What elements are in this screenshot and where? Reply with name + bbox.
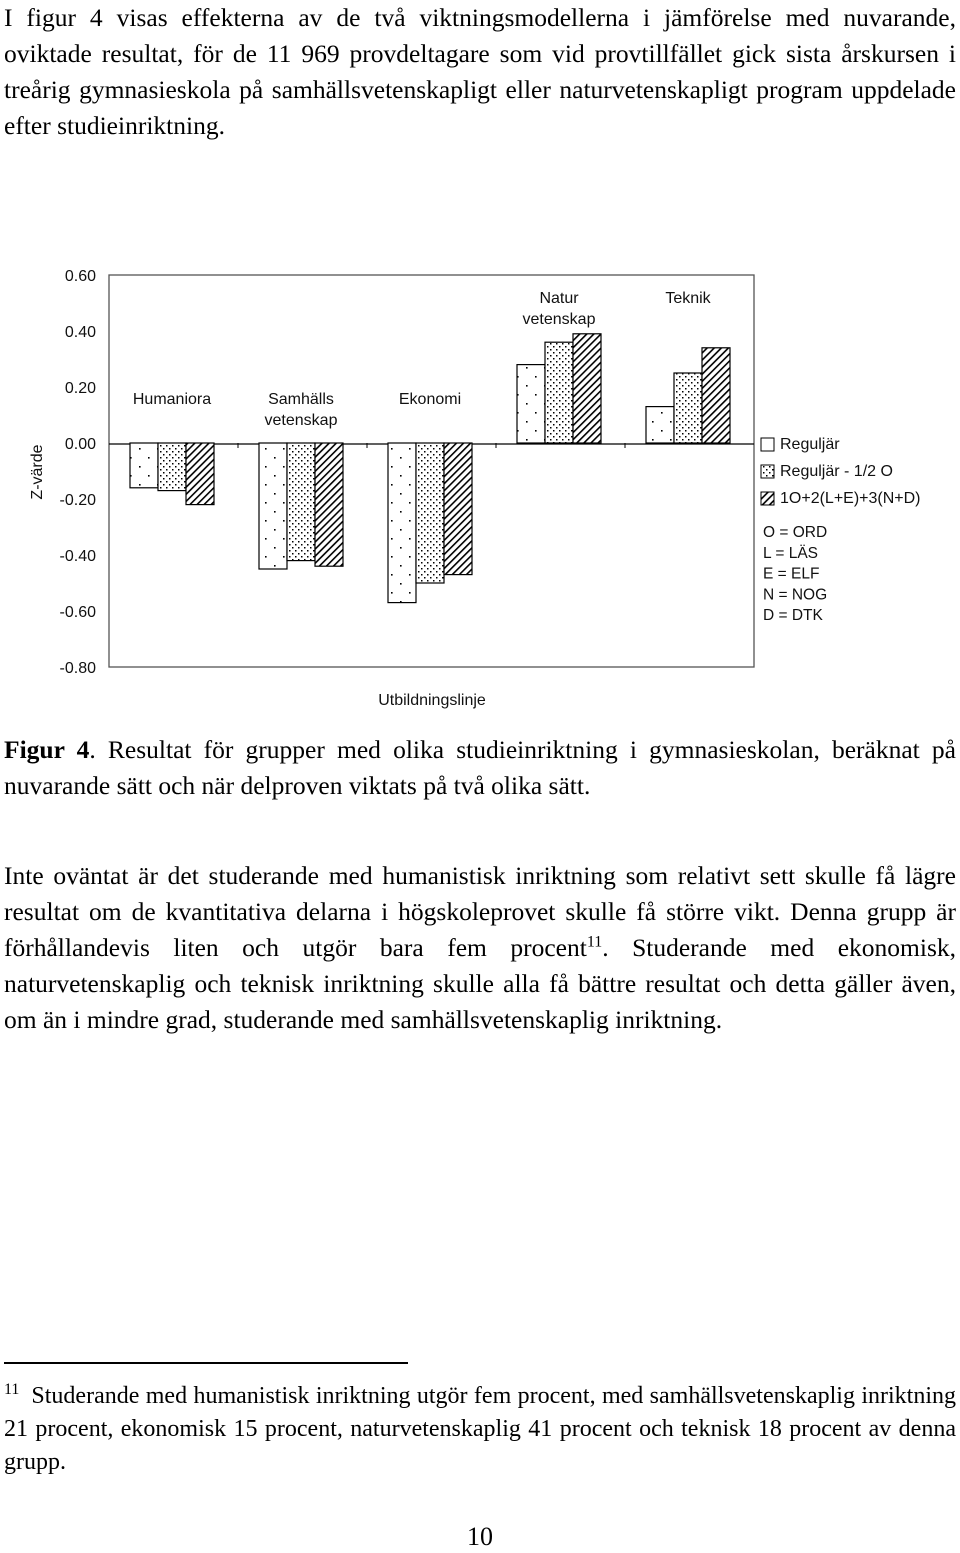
- bar-series-1-category-2: [416, 443, 444, 583]
- bar-series-0-category-0: [130, 443, 158, 488]
- legend-label-weighted: 1O+2(L+E)+3(N+D): [780, 490, 921, 507]
- y-tick-label: 0.20: [64, 380, 96, 397]
- abbreviation-item: L = LÄS: [763, 544, 819, 562]
- footnote-divider: [4, 1362, 408, 1364]
- body-paragraph: [4, 858, 956, 1038]
- category-labels: [133, 290, 712, 429]
- y-tick-label: 0.60: [64, 268, 96, 285]
- bar-chart: [0, 255, 960, 715]
- y-tick-label: 0.40: [64, 324, 96, 341]
- bar-series-1-category-4: [674, 373, 702, 443]
- legend-item-weighted: [761, 490, 921, 507]
- abbreviation-item: D = DTK: [763, 607, 823, 625]
- footnote-reference[interactable]: 11: [586, 933, 603, 951]
- figure-caption-label: Figur 4: [4, 735, 90, 764]
- legend-swatch-weighted: [761, 492, 774, 505]
- abbreviation-item: O = ORD: [763, 524, 828, 541]
- bar-series-0-category-3: [517, 365, 545, 443]
- bar-series-1-category-3: [545, 342, 573, 443]
- x-axis-label: Utbildningslinje: [378, 692, 486, 709]
- y-tick-label: -0.20: [59, 492, 96, 509]
- abbreviation-item: N = NOG: [763, 586, 828, 604]
- bar-series-2-category-4: [702, 348, 730, 443]
- body-paragraph-part2: . Studerande med ekonomisk, naturvetenskaplig och teknisk inriktning skulle alla få bättre resultat och detta gäller även, om än i mindre grad, studerande med samhällsvetenskaplig inriktning.: [4, 933, 956, 1034]
- bar-series-2-category-3: [573, 334, 601, 443]
- bar-series-2-category-0: [186, 443, 214, 505]
- y-axis-label: Z-värde: [29, 444, 46, 500]
- y-tick-label: 0.00: [64, 436, 96, 453]
- bars: [130, 334, 730, 603]
- category-label: Humaniora: [132, 391, 212, 408]
- y-tick-label: -0.80: [59, 660, 96, 677]
- footnote-text: Studerande med humanistisk inriktning utgör fem procent, med samhällsvetenskaplig inriktning 21 procent, ekonomisk 15 procent, naturvetenskaplig 41 procent och teknisk 18 procent av denna grupp.: [4, 1383, 956, 1475]
- y-tick-labels: [60, 268, 97, 677]
- legend-label-reguljar-half-o: Reguljär - 1/2 O: [780, 463, 893, 480]
- bar-series-1-category-1: [287, 443, 315, 561]
- abbreviation-item: E = ELF: [763, 565, 820, 583]
- bar-series-0-category-4: [646, 407, 674, 443]
- bar-series-0-category-1: [259, 443, 287, 569]
- footnote: [4, 1380, 956, 1479]
- intro-paragraph: I figur 4 visas effekterna av de två viktningsmodellerna i jämförelse med nuvarande, oviktade resultat, för de 11 969 provdeltagare som vid provtillfället gick sista årskursen i treårig gymnasieskola på samhällsvetenskapligt eller naturvetenskapligt program uppdelade efter studieinriktning.: [4, 3, 956, 140]
- category-label: Teknik: [665, 290, 711, 307]
- legend: [761, 436, 921, 507]
- figure-caption: [4, 732, 956, 804]
- bar-series-0-category-2: [388, 443, 416, 603]
- abbreviation-list: [763, 524, 827, 624]
- legend-swatch-reguljar-half-o: [761, 465, 774, 478]
- bar-series-2-category-2: [444, 443, 472, 575]
- body-paragraph-part1: Inte oväntat är det studerande med humanistisk inriktning som relativt sett skulle få lägre resultat om de kvantitativa delarna i högskoleprovet skulle få större vikt. Denna grupp är förhållandevis liten och utgör bara fem procent: [4, 861, 956, 962]
- bar-series-1-category-0: [158, 443, 186, 491]
- legend-item-reguljar-half-o: [761, 463, 893, 480]
- page-number: 10: [467, 1522, 493, 1551]
- category-label: Natur vetenskap: [522, 290, 596, 328]
- y-tick-label: -0.60: [59, 604, 96, 621]
- bar-series-2-category-1: [315, 443, 343, 566]
- legend-swatch-reguljar: [761, 438, 774, 451]
- legend-label-reguljar: Reguljär: [780, 436, 840, 453]
- category-label: Samhälls vetenskap: [264, 391, 338, 429]
- figure-caption-text: . Resultat för grupper med olika studieinriktning i gymnasieskolan, beräknat på nuvarande sätt och när delproven viktats på två olika sätt.: [4, 735, 957, 800]
- y-tick-label: -0.40: [59, 548, 96, 565]
- category-label: Ekonomi: [398, 391, 462, 408]
- legend-item-reguljar: [761, 436, 840, 453]
- footnote-number: 11: [4, 1381, 20, 1398]
